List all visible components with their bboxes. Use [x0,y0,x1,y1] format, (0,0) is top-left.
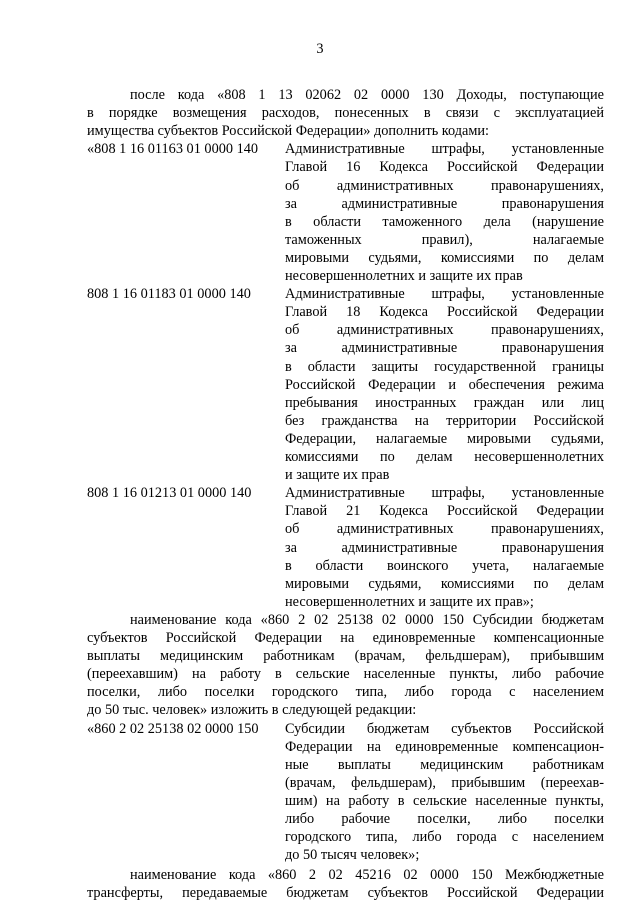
paragraph-line: субъектов Российской Федерации на единовременные компенсационные [87,630,604,646]
code-description-line: шим) на работу в сельские населенные пункты, [285,792,604,809]
paragraph-line: в порядке возмещения расходов, понесенных в связи с эксплуатацией [87,105,604,122]
paragraph-line: наименование кода «860 2 02 45216 02 0000 150 Межбюджетные [130,867,604,884]
page-number: 3 [316,41,324,57]
paragraph-line: имущества субъектов Российской Федерации» дополнить кодами: [87,123,490,140]
code-description-line: в области таможенного дела (нарушение [285,213,604,230]
code-description-line: Административные штрафы, установленные [285,485,604,502]
code-description-line: в области воинского учета, налагаемые [285,557,604,574]
code-description-line: либо рабочие поселки, либо поселки [285,811,604,827]
code-description-line: Субсидии бюджетам субъектов Российской [285,720,604,737]
code-description-line: об административных правонарушениях, [285,322,604,339]
code-description-line: Главой 21 Кодекса Российской Федерации [285,503,604,520]
code-description-line: Главой 18 Кодекса Российской Федерации [285,304,604,321]
paragraph-line: до 50 тыс. человек» изложить в следующей редакции: [87,702,417,719]
paragraph-line: после кода «808 1 13 02062 02 0000 130 Доходы, поступающие [130,87,604,103]
code-description-line: мировыми судьями, комиссиями по делам [285,249,604,266]
code-label: «808 1 16 01163 01 0000 140 [87,141,259,158]
code-description-line: в области защиты государственной границы [285,358,604,375]
code-description-line: Федерации на единовременные компенсацион- [285,738,604,755]
paragraph-line: (переехавшим) на работу в сельские населенные пункты, либо рабочие [87,666,604,683]
code-description-line: за административные правонарушения [285,195,604,212]
code-description-line: за административные правонарушения [285,340,604,357]
code-description-line: (врачам, фельдшерам), прибывшим (переехав- [285,774,604,791]
paragraph-line: трансферты, передаваемые бюджетам субъектов Российской Федерации [87,885,604,902]
code-description-line: об административных правонарушениях, [285,177,604,194]
code-description-line: несовершеннолетних и защите их прав [285,268,523,284]
paragraph-line: поселки, либо поселки городского типа, либо города с населением [87,684,604,701]
code-description-line: ные выплаты медицинским работникам [285,756,604,773]
code-description-line: таможенных правил), налагаемые [285,231,604,248]
code-description-line: Административные штрафы, установленные [285,141,604,158]
code-label: 808 1 16 01183 01 0000 140 [87,286,251,303]
code-label: «860 2 02 25138 02 0000 150 [87,720,259,737]
code-description-line: несовершеннолетних и защите их прав»; [285,593,534,610]
code-description-line: мировыми судьями, комиссиями по делам [285,575,604,592]
code-description-line: без гражданства на территории Российской [285,412,604,429]
code-description-line: до 50 тысяч человек»; [285,847,420,864]
code-description-line: городского типа, либо города с населением [285,829,604,846]
paragraph-line: выплаты медицинским работникам (врачам, фельдшерам), прибывшим [87,648,604,665]
code-description-line: Административные штрафы, установленные [285,286,604,303]
code-description-line: Российской Федерации и обеспечения режима [285,376,604,393]
code-description-line: комиссиями по делам несовершеннолетних [285,449,604,465]
code-label: 808 1 16 01213 01 0000 140 [87,485,252,502]
code-description-line: за административные правонарушения [285,539,604,556]
code-description-line: об административных правонарушениях, [285,521,604,538]
code-description-line: Главой 16 Кодекса Российской Федерации [285,159,604,176]
code-description-line: и защите их прав [285,467,390,484]
paragraph-line: наименование кода «860 2 02 25138 02 0000 150 Субсидии бюджетам [130,611,604,628]
code-description-line: пребывания иностранных граждан или лиц [285,394,604,411]
code-description-line: Федерации, налагаемые мировыми судьями, [285,430,604,447]
